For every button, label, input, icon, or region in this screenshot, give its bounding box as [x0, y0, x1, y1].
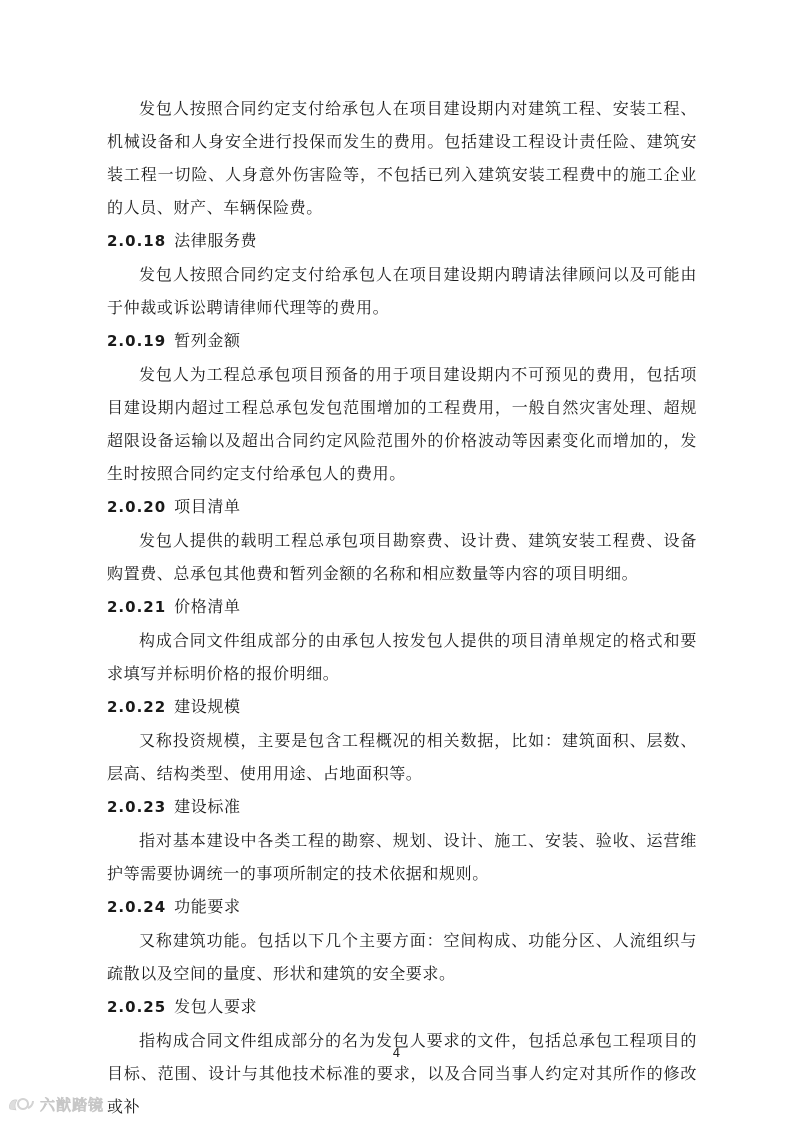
term-number: 2.0.18	[107, 232, 167, 250]
term-heading	[107, 990, 697, 1024]
term-heading	[107, 490, 697, 524]
term-number: 2.0.25	[107, 998, 167, 1016]
term-heading	[107, 890, 697, 924]
term-number: 2.0.19	[107, 332, 167, 350]
term-title: 法律服务费	[174, 231, 258, 250]
paragraph: 发包人按照合同约定支付给承包人在项目建设期内聘请法律顾问以及可能由于仲裁或诉讼聘请律师代理等的费用。	[107, 265, 697, 317]
term-number: 2.0.20	[107, 498, 167, 516]
term-title: 建设标准	[174, 797, 241, 816]
watermark-text: 六猷踏镜	[40, 1096, 105, 1114]
paragraph: 构成合同文件组成部分的由承包人按发包人提供的项目清单规定的格式和要求填写并标明价格的报价明细。	[107, 631, 697, 683]
term-number: 2.0.24	[107, 898, 167, 916]
paragraph: 发包人提供的载明工程总承包项目勘察费、设计费、建筑安装工程费、设备购置费、总承包其他费和暂列金额的名称和相应数量等内容的项目明细。	[107, 531, 697, 583]
paragraph: 指构成合同文件组成部分的名为发包人要求的文件，包括总承包工程项目的目标、范围、设计与其他技术标准的要求，以及合同当事人约定对其所作的修改或补	[107, 1031, 697, 1116]
term-title: 建设规模	[174, 697, 241, 716]
paragraph: 又称建筑功能。包括以下几个主要方面：空间构成、功能分区、人流组织与疏散以及空间的量度、形状和建筑的安全要求。	[107, 931, 697, 983]
term-title: 发包人要求	[174, 997, 258, 1016]
paragraph: 发包人为工程总承包项目预备的用于项目建设期内不可预见的费用，包括项目建设期内超过工程总承包发包范围增加的工程费用，一般自然灾害处理、超规超限设备运输以及超出合同约定风险范围外的价格波动等因素变化而增加的，发生时按照合同约定支付给承包人的费用。	[107, 365, 697, 483]
term-heading	[107, 790, 697, 824]
term-number: 2.0.21	[107, 598, 167, 616]
term-number: 2.0.23	[107, 798, 167, 816]
watermark	[6, 1094, 104, 1115]
paragraph: 又称投资规模，主要是包含工程概况的相关数据，比如：建筑面积、层数、层高、结构类型、使用用途、占地面积等。	[107, 731, 697, 783]
term-heading	[107, 590, 697, 624]
watermark-logo-icon	[6, 1095, 36, 1115]
paragraph: 发包人按照合同约定支付给承包人在项目建设期内对建筑工程、安装工程、机械设备和人身安全进行投保而发生的费用。包括建设工程设计责任险、建筑安装工程一切险、人身意外伤害险等，不包括已列入建筑安装工程费中的施工企业的人员、财产、车辆保险费。	[107, 99, 697, 217]
term-title: 功能要求	[174, 897, 241, 916]
paragraph: 指对基本建设中各类工程的勘察、规划、设计、施工、安装、验收、运营维护等需要协调统一的事项所制定的技术依据和规则。	[107, 831, 697, 883]
page-number: 4	[392, 1046, 401, 1060]
term-heading	[107, 690, 697, 724]
term-title: 暂列金额	[174, 331, 241, 350]
term-number: 2.0.22	[107, 698, 167, 716]
document-body	[107, 92, 697, 1123]
term-title: 价格清单	[174, 597, 241, 616]
term-title: 项目清单	[174, 497, 241, 516]
term-heading	[107, 224, 697, 258]
term-heading	[107, 324, 697, 358]
